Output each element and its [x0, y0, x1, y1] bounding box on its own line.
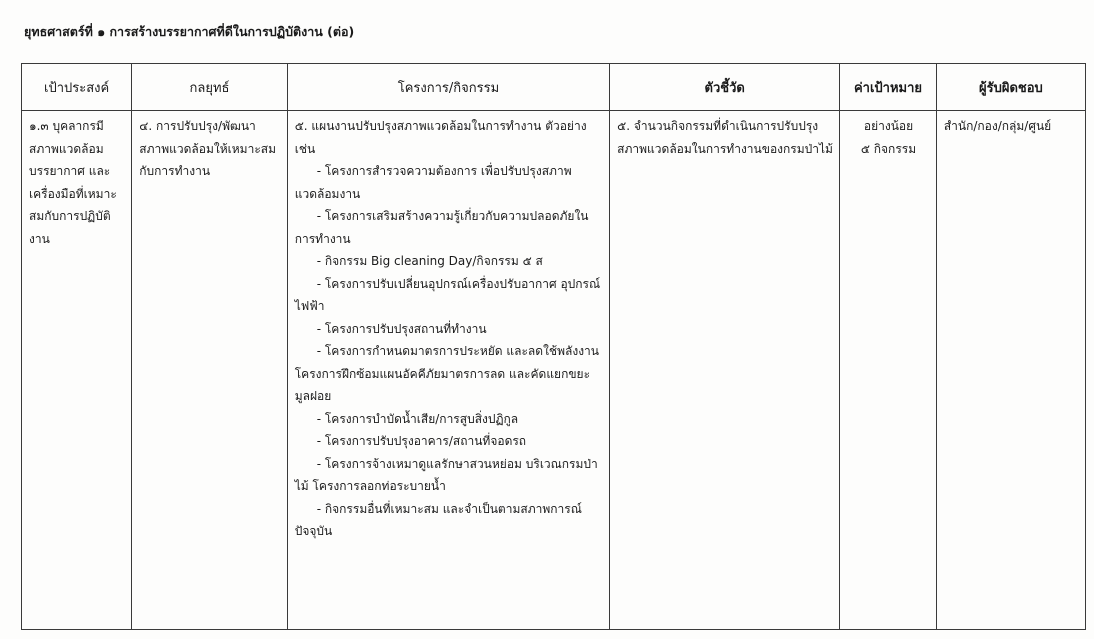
- table-row: [22, 111, 1086, 630]
- project-intro: ๕. แผนงานปรับปรุงสภาพแวดล้อมในการทำงาน ตัวอย่างเช่น: [294, 119, 587, 156]
- project-item: - กิจกรรมอื่นที่เหมาะสม และจำเป็นตามสภาพการณ์ปัจจุบัน: [294, 501, 582, 538]
- table-header-row: [22, 64, 1086, 111]
- cell-project: [287, 111, 609, 630]
- header-goal: เป้าประสงค์: [22, 64, 132, 111]
- indicator-text: ๕. จำนวนกิจกรรมที่ดำเนินการปรับปรุงสภาพแวดล้อมในการทำงานของกรมป่าไม้: [617, 119, 833, 156]
- project-item: - โครงการสำรวจความต้องการ เพื่อปรับปรุงสภาพแวดล้อมงาน: [294, 164, 572, 201]
- target-line-1: อย่างน้อย: [863, 119, 914, 133]
- cell-target: [840, 111, 937, 630]
- project-item: - กิจกรรม Big cleaning Day/กิจกรรม ๕ ส: [316, 254, 543, 268]
- goal-text: ๑.๓ บุคลากรมีสภาพแวดล้อม บรรยากาศ และเครื่องมือที่เหมาะสมกับการปฏิบัติงาน: [29, 119, 117, 246]
- header-indicator: ตัวชี้วัด: [610, 64, 840, 111]
- project-item: - โครงการจ้างเหมาดูแลรักษาสวนหย่อม บริเวณกรมป่าไม้ โครงการลอกท่อระบายน้ำ: [294, 456, 598, 493]
- cell-indicator: [610, 111, 840, 630]
- target-line-2: ๕ กิจกรรม: [860, 141, 917, 156]
- header-owner: ผู้รับผิดชอบ: [936, 64, 1085, 111]
- project-item: - โครงการปรับปรุงอาคาร/สถานที่จอดรถ: [316, 434, 527, 448]
- header-strategy: กลยุทธ์: [132, 64, 287, 111]
- document-title: ยุทธศาสตร์ที่ ๑ การสร้างบรรยากาศที่ดีในการปฏิบัติงาน (ต่อ): [24, 24, 355, 39]
- header-project: โครงการ/กิจกรรม: [287, 64, 609, 111]
- cell-strategy: [132, 111, 287, 630]
- strategy-text: ๔. การปรับปรุง/พัฒนาสภาพแวดล้อมให้เหมาะสมกับการทำงาน: [139, 119, 277, 178]
- cell-owner: [936, 111, 1085, 630]
- project-item: - โครงการเสริมสร้างความรู้เกี่ยวกับความปลอดภัยในการทำงาน: [294, 209, 589, 246]
- project-item: - โครงการปรับปรุงสถานที่ทำงาน: [316, 321, 487, 336]
- header-target: ค่าเป้าหมาย: [840, 64, 937, 111]
- project-item: - โครงการปรับเปลี่ยนอุปกรณ์เครื่องปรับอากาศ อุปกรณ์ไฟฟ้า: [294, 276, 601, 313]
- project-item: - โครงการกำหนดมาตรการประหยัด และลดใช้พลังงาน โครงการฝึกซ้อมแผนอัคคีภัยมาตรการลด และคัดแยกขยะมูลฝอย: [294, 344, 599, 403]
- cell-goal: [22, 111, 132, 630]
- owner-text: สำนัก/กอง/กลุ่ม/ศูนย์: [943, 119, 1052, 133]
- project-item: - โครงการบำบัดน้ำเสีย/การสูบสิ่งปฏิกูล: [316, 411, 519, 426]
- strategy-plan-table: [21, 63, 1086, 630]
